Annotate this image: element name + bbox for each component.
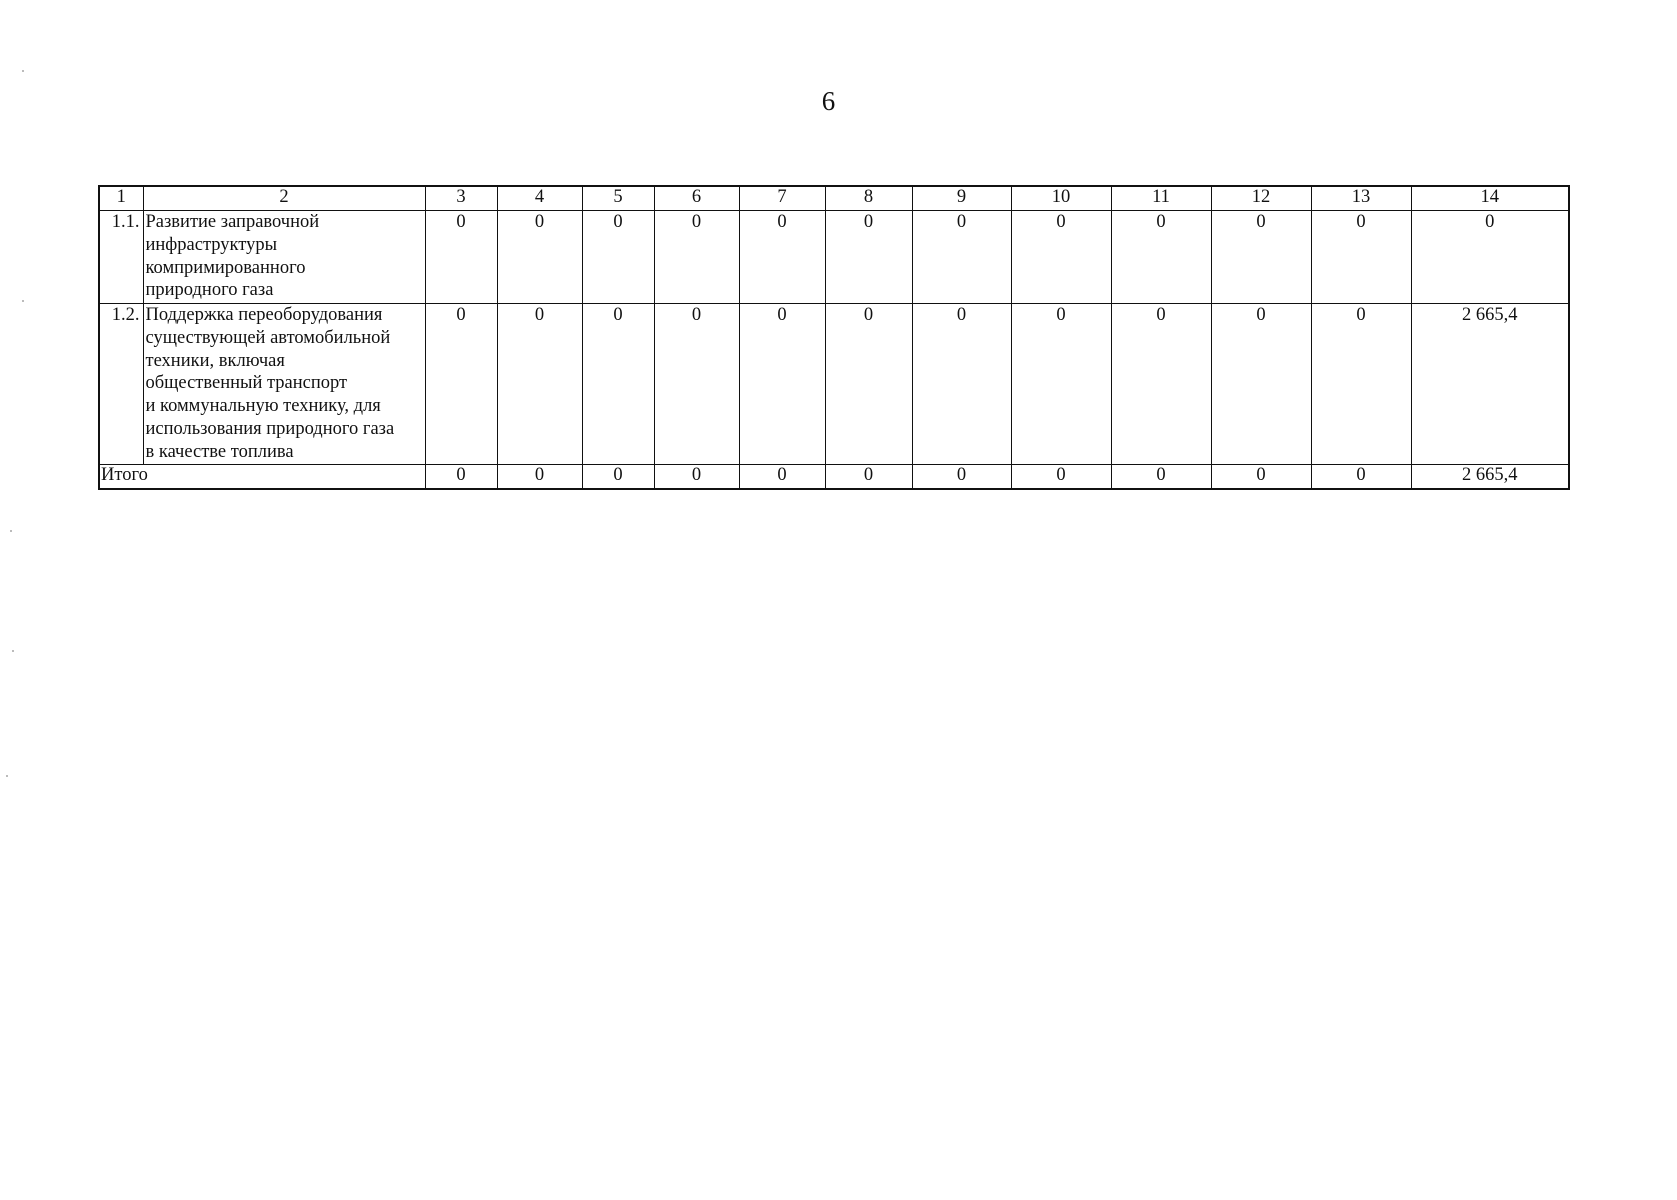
value-cell: 2 665,4: [1411, 304, 1569, 465]
header-cell-9: 9: [912, 186, 1011, 211]
page-number: 6: [821, 86, 836, 116]
value-cell: 0: [497, 211, 582, 304]
scan-artifact: [12, 650, 14, 652]
value-cell: 0: [497, 304, 582, 465]
value-cell: 0: [912, 211, 1011, 304]
row-name-line: существующей автомобильной: [145, 327, 391, 348]
row-name-line: и коммунальную технику, для: [145, 396, 381, 417]
value-cell: 0: [1211, 211, 1311, 304]
row-number: 1.1.: [99, 211, 143, 304]
header-cell-7: 7: [739, 186, 825, 211]
header-cell-2: 2: [143, 186, 425, 211]
row-name-line: природного газа: [145, 280, 274, 301]
value-cell: 0: [1311, 211, 1411, 304]
value-cell: 0: [825, 211, 912, 304]
value-cell: 0: [1011, 211, 1111, 304]
total-value-cell: 0: [497, 464, 582, 489]
table-row: [99, 211, 1569, 304]
header-cell-1: 1: [99, 186, 143, 211]
scan-artifact: [10, 530, 12, 532]
scan-artifact: [22, 300, 24, 302]
row-name-line: в качестве топлива: [145, 441, 294, 462]
table-total-row: [99, 464, 1569, 489]
header-cell-5: 5: [582, 186, 654, 211]
row-name-line: Поддержка переоборудования: [145, 305, 383, 325]
total-value-cell: 2 665,4: [1411, 464, 1569, 489]
total-value-cell: 0: [1011, 464, 1111, 489]
value-cell: 0: [425, 304, 497, 465]
value-cell: 0: [1211, 304, 1311, 465]
row-name-line: общественный транспорт: [145, 373, 348, 394]
scan-artifact: [6, 775, 8, 777]
table-header-row: [99, 186, 1569, 211]
header-cell-8: 8: [825, 186, 912, 211]
value-cell: 0: [739, 304, 825, 465]
header-cell-6: 6: [654, 186, 739, 211]
value-cell: 0: [1111, 304, 1211, 465]
total-label: Итого: [99, 464, 425, 489]
row-name-line: использования природного газа: [145, 418, 395, 439]
header-cell-4: 4: [497, 186, 582, 211]
header-cell-3: 3: [425, 186, 497, 211]
row-name-line: инфраструктуры: [145, 234, 278, 255]
value-cell: 0: [582, 304, 654, 465]
header-cell-12: 12: [1211, 186, 1311, 211]
total-value-cell: 0: [739, 464, 825, 489]
value-cell: 0: [825, 304, 912, 465]
value-cell: 0: [1311, 304, 1411, 465]
header-cell-11: 11: [1111, 186, 1211, 211]
value-cell: 0: [654, 211, 739, 304]
total-value-cell: 0: [654, 464, 739, 489]
total-value-cell: 0: [1311, 464, 1411, 489]
total-value-cell: 0: [425, 464, 497, 489]
total-value-cell: 0: [1211, 464, 1311, 489]
value-cell: 0: [739, 211, 825, 304]
row-name-line: техники, включая: [145, 350, 285, 371]
total-value-cell: 0: [912, 464, 1011, 489]
row-name: [143, 211, 425, 304]
value-cell: 0: [425, 211, 497, 304]
value-cell: 0: [912, 304, 1011, 465]
scan-artifact: [22, 70, 24, 72]
value-cell: 0: [1111, 211, 1211, 304]
data-table: [98, 185, 1570, 490]
row-name: [143, 304, 425, 465]
header-cell-13: 13: [1311, 186, 1411, 211]
row-name-line: Развитие заправочной: [145, 212, 320, 232]
header-cell-14: 14: [1411, 186, 1569, 211]
value-cell: 0: [582, 211, 654, 304]
header-cell-10: 10: [1011, 186, 1111, 211]
value-cell: 0: [1411, 211, 1569, 304]
total-value-cell: 0: [825, 464, 912, 489]
row-name-line: компримированного: [145, 257, 306, 278]
value-cell: 0: [654, 304, 739, 465]
value-cell: 0: [1011, 304, 1111, 465]
total-value-cell: 0: [582, 464, 654, 489]
table-row: [99, 304, 1569, 465]
total-value-cell: 0: [1111, 464, 1211, 489]
row-number: 1.2.: [99, 304, 143, 465]
